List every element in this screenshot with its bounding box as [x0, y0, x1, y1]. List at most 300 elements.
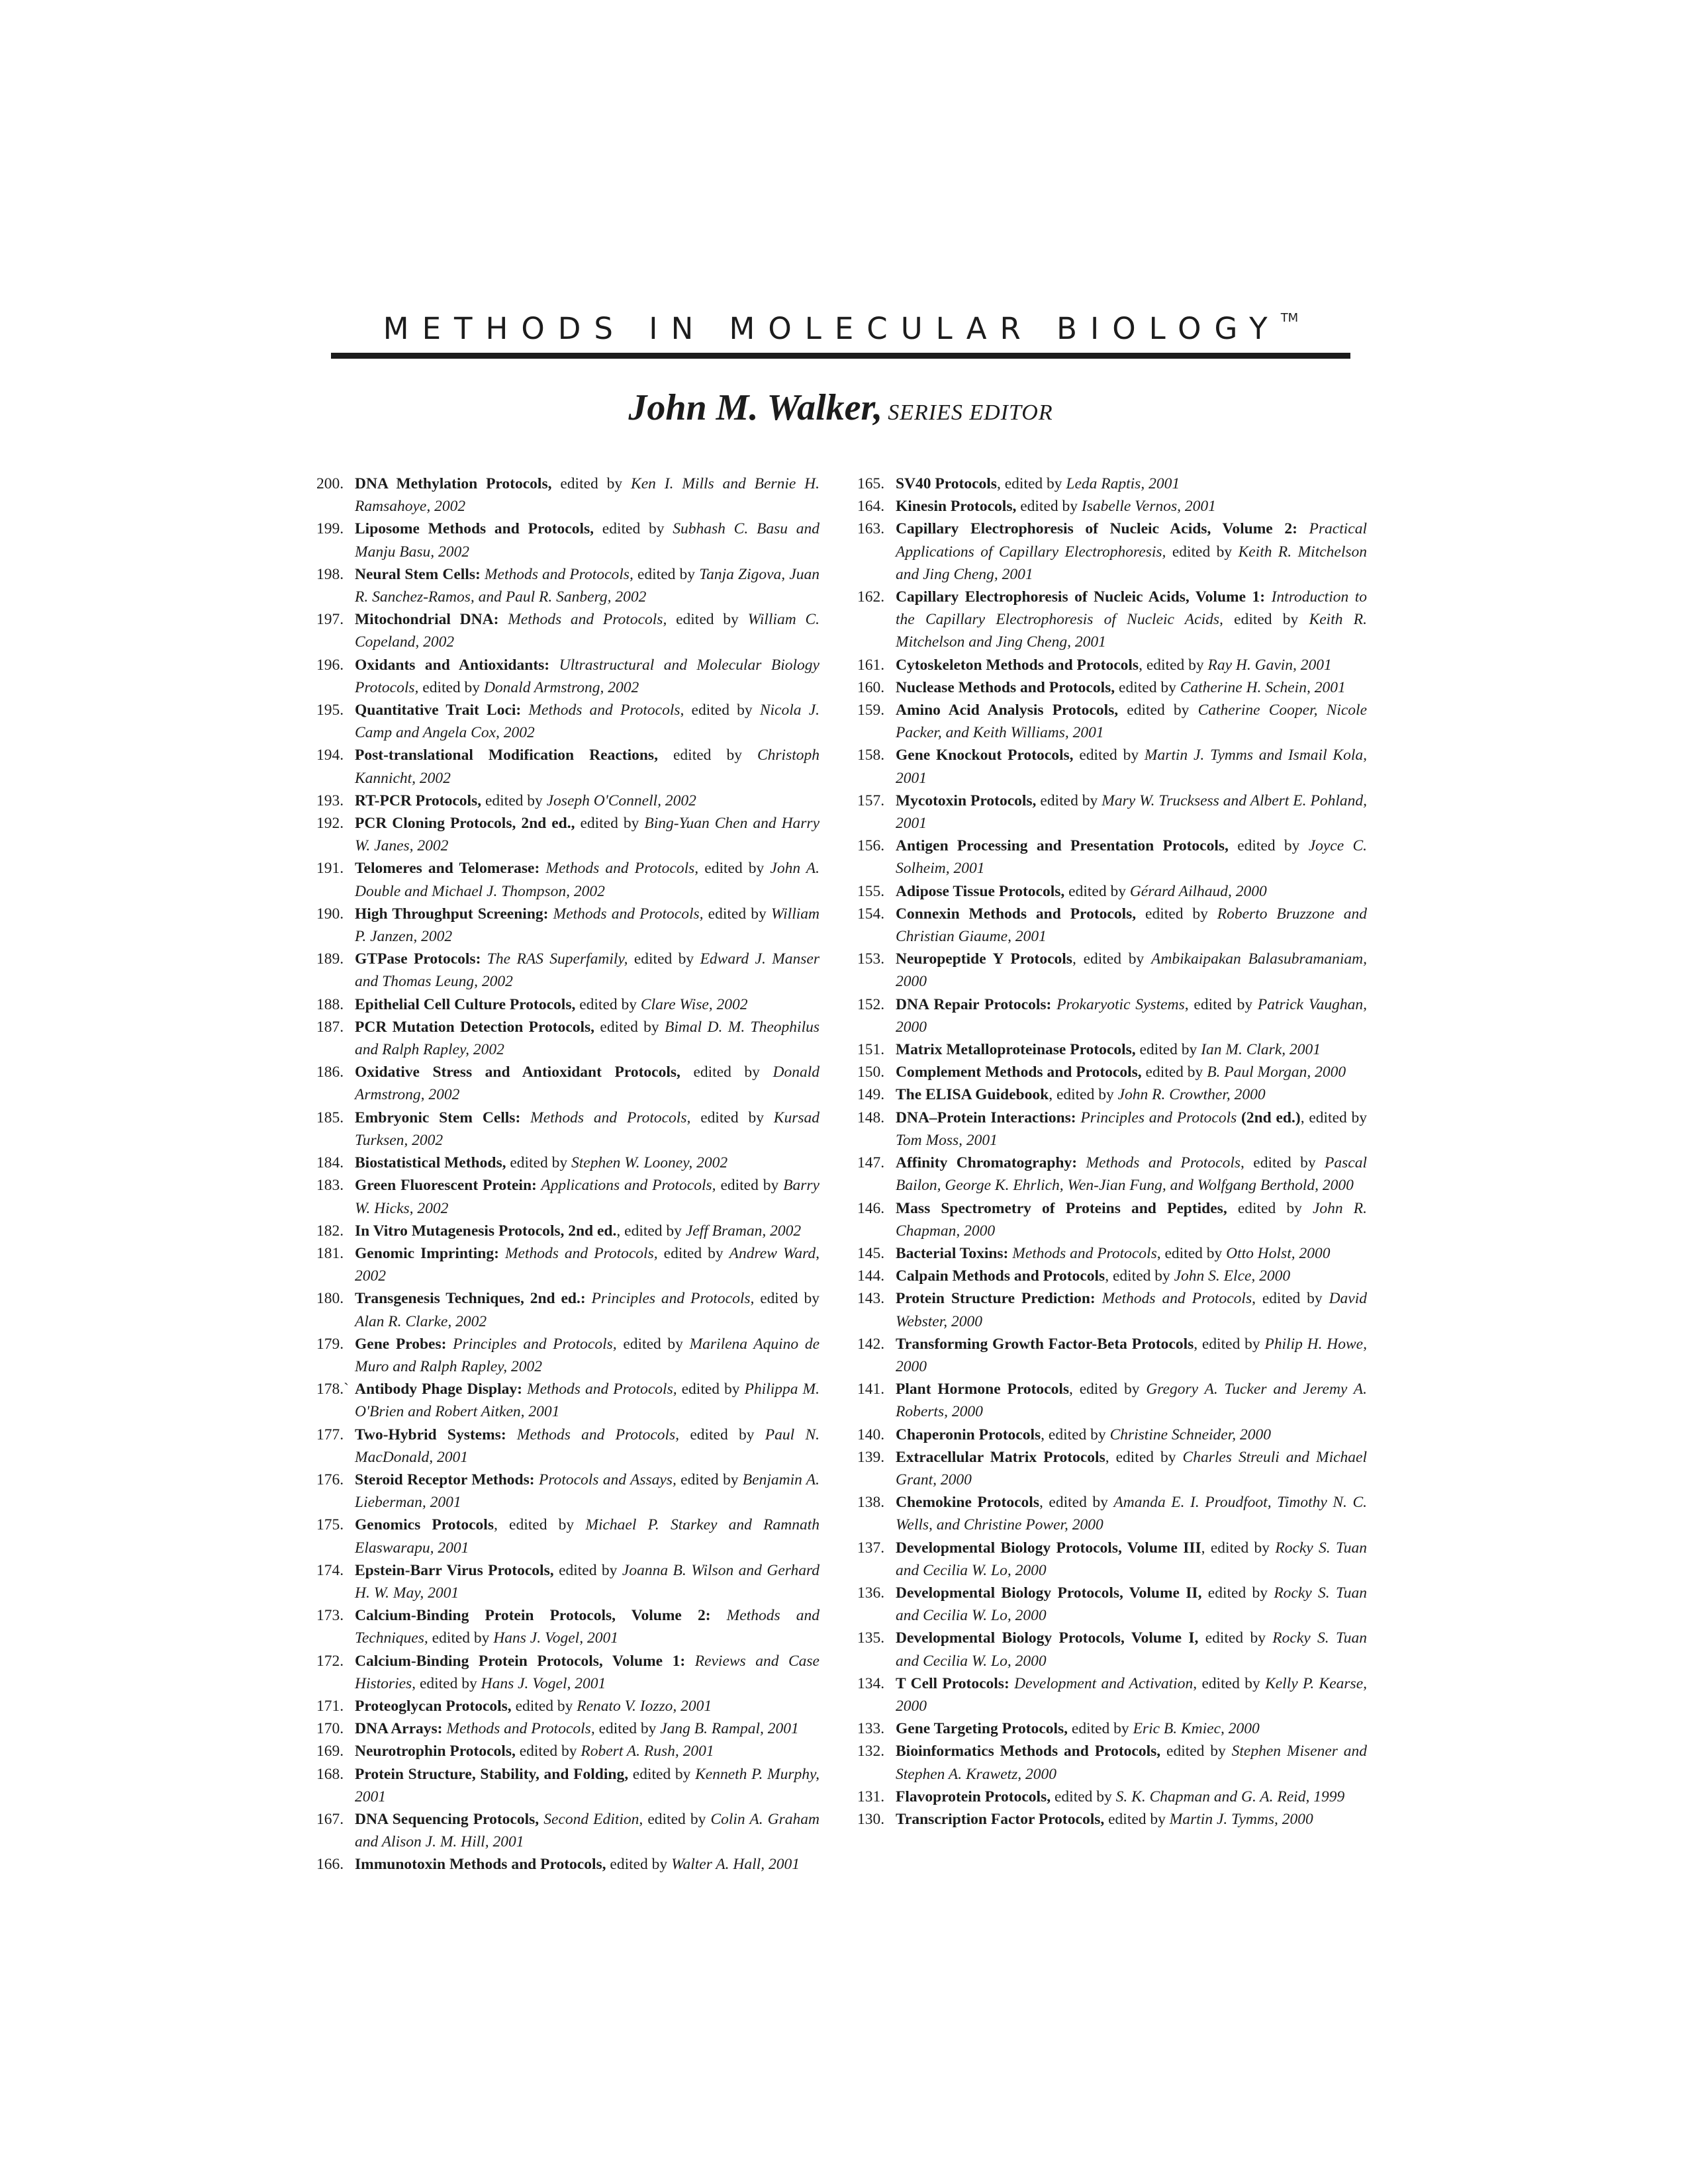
edited-by-text: edited by	[677, 1381, 745, 1398]
volume-title: Bioinformatics Methods and Protocols,	[896, 1743, 1161, 1760]
volume-editors: Rocky S. Tuan and Cecilia W. Lo, 2000	[896, 1584, 1368, 1625]
list-item	[857, 1287, 1367, 1332]
list-item	[316, 1220, 820, 1242]
edited-by-text: edited by	[416, 1674, 481, 1692]
volume-number: 139.	[857, 1448, 885, 1466]
volume-title: Calcium-Binding Protein Protocols, Volume 1:	[355, 1652, 686, 1670]
volume-editors: Benjamin A. Lieberman, 2001	[355, 1471, 820, 1512]
volume-editors: Jeff Braman, 2002	[685, 1222, 802, 1240]
list-item	[316, 1287, 820, 1332]
edited-by-text: edited by	[633, 565, 700, 583]
volume-title: Liposome Methods and Protocols,	[355, 520, 594, 538]
list-item	[857, 1038, 1367, 1061]
list-item	[316, 1717, 820, 1740]
volume-editors: Philippa M. O'Brien and Robert Aitken, 2001	[355, 1381, 820, 1421]
volume-editors: Otto Holst, 2000	[1226, 1244, 1331, 1262]
edited-by-text: edited by	[716, 1177, 784, 1195]
volume-title: PCR Mutation Detection Protocols,	[355, 1018, 595, 1036]
list-item	[316, 1559, 820, 1604]
volume-number: 177.	[316, 1426, 344, 1443]
volume-editors: Christine Schneider, 2000	[1109, 1426, 1272, 1443]
volume-number: 199.	[316, 520, 344, 538]
volume-editors: Ian M. Clark, 2001	[1201, 1041, 1321, 1059]
volume-editors: Christoph Kannicht, 2002	[355, 747, 820, 787]
volume-subtitle: Methods and Protocols,	[520, 1109, 691, 1126]
volume-number: 173.	[316, 1607, 344, 1625]
volume-number: 145.	[857, 1244, 885, 1262]
volume-number: 151.	[857, 1041, 885, 1059]
edited-by-text: edited by	[1198, 1629, 1273, 1647]
volume-title: DNA Sequencing Protocols,	[355, 1810, 539, 1828]
list-item	[857, 473, 1367, 495]
volume-subtitle: Second Edition,	[539, 1810, 643, 1828]
edited-by-text: edited by	[1160, 1743, 1232, 1760]
volume-editors: B. Paul Morgan, 2000	[1207, 1064, 1346, 1081]
list-item	[857, 1378, 1367, 1423]
volume-number: 150.	[857, 1064, 885, 1081]
volume-subtitle: Methods and Protocols	[1008, 1244, 1157, 1262]
volume-number: 152.	[857, 995, 885, 1013]
edited-by-text: , edited by	[616, 1222, 686, 1240]
volume-number: 185.	[316, 1109, 344, 1126]
volume-number: 162.	[857, 588, 885, 606]
volume-editors: William P. Janzen, 2002	[355, 905, 820, 946]
volume-title: PCR Cloning Protocols, 2nd ed.,	[355, 815, 575, 833]
volume-editors: Michael P. Starkey and Ramnath Elaswarapu, 2001	[355, 1516, 820, 1557]
volume-editors: Eric B. Kmiec, 2000	[1133, 1720, 1260, 1738]
edited-by-text: edited by	[418, 678, 484, 696]
edited-by-text: , edited by	[680, 702, 760, 719]
volume-number: 167.	[316, 1810, 344, 1828]
list-item	[857, 676, 1367, 699]
edited-by-text: edited by	[676, 1471, 743, 1488]
edited-by-text: edited by	[643, 1810, 711, 1828]
edited-by-text: edited by	[667, 611, 748, 629]
volume-number: 165.	[857, 475, 885, 492]
list-item	[316, 1853, 820, 1876]
volume-editors: Tom Moss, 2001	[896, 1131, 998, 1149]
edited-by-text: , edited by	[1300, 1109, 1368, 1126]
edited-by-text: edited by	[515, 1743, 581, 1760]
volume-number: 146.	[857, 1199, 885, 1217]
volume-editors: Joseph O'Connell, 2002	[546, 792, 696, 809]
edited-by-text: edited by	[551, 475, 632, 492]
volume-title: Protein Structure, Stability, and Folding,	[355, 1765, 629, 1783]
volume-subtitle: Practical Applications of Capillary Electrophoresis,	[896, 520, 1368, 561]
edited-by-text: edited by	[594, 1018, 665, 1036]
volume-editors: Hans J. Vogel, 2001	[493, 1629, 618, 1647]
volume-title: Nuclease Methods and Protocols,	[896, 678, 1115, 696]
list-item	[857, 586, 1367, 654]
volume-number: 188.	[316, 995, 344, 1013]
list-item	[316, 993, 820, 1016]
volume-title: Flavoprotein Protocols,	[896, 1788, 1051, 1805]
volume-title: Oxidative Stress and Antioxidant Protocols,	[355, 1064, 680, 1081]
edited-by-text: edited by	[1141, 1064, 1207, 1081]
edited-by-text: , edited by	[1241, 1154, 1325, 1172]
volume-number: 176.	[316, 1471, 344, 1488]
volume-subtitle: Ultrastructural and Molecular Biology Protocols,	[355, 656, 820, 696]
list-item	[857, 744, 1367, 789]
volume-title: Proteoglycan Protocols,	[355, 1697, 512, 1715]
volume-number: 182.	[316, 1222, 344, 1240]
volume-editors: Ray H. Gavin, 2001	[1207, 656, 1332, 674]
volume-editors: S. K. Chapman and G. A. Reid, 1999	[1115, 1788, 1345, 1805]
volume-subtitle: Development and Activation	[1009, 1674, 1194, 1692]
left-column	[316, 473, 820, 1876]
volume-editors: Martin J. Tymms, 2000	[1169, 1810, 1313, 1828]
volume-subtitle: Principles and Protocols,	[585, 1290, 755, 1308]
volume-editors: Ambikaipakan Balasubramaniam, 2000	[896, 950, 1368, 991]
volume-title: Immunotoxin Methods and Protocols,	[355, 1856, 606, 1874]
volume-number: 181.	[316, 1244, 344, 1262]
edited-by-text: edited by	[1073, 747, 1145, 764]
volume-title: The ELISA Guidebook	[896, 1086, 1049, 1104]
list-item	[857, 1537, 1367, 1582]
volume-editors: Jang B. Rampal, 2001	[660, 1720, 799, 1738]
volume-editors: Kursad Turksen, 2002	[355, 1109, 820, 1149]
volume-number: 186.	[316, 1064, 344, 1081]
volume-title: Capillary Electrophoresis of Nucleic Acids, Volume 1:	[896, 588, 1266, 606]
edited-by-text: edited by	[680, 1064, 773, 1081]
volume-title: Post-translational Modification Reactions,	[355, 747, 658, 764]
edited-by-text: edited by	[1223, 611, 1309, 629]
volume-number: 137.	[857, 1539, 885, 1557]
volume-number: 132.	[857, 1743, 885, 1760]
list-item	[316, 1107, 820, 1152]
volume-editors: Subhash C. Basu and Manju Basu, 2002	[355, 520, 820, 561]
series-title-text: METHODS IN MOLECULAR BIOLOGY	[383, 311, 1281, 346]
volume-number: 148.	[857, 1109, 885, 1126]
list-item	[857, 1265, 1367, 1287]
list-item	[316, 1695, 820, 1717]
volume-title: Complement Methods and Protocols,	[896, 1064, 1142, 1081]
list-item	[857, 1424, 1367, 1446]
volume-number: 198.	[316, 565, 344, 583]
volume-editors: Mary W. Trucksess and Albert E. Pohland, 2001	[896, 792, 1368, 833]
list-item	[316, 857, 820, 902]
volume-editors: Rocky S. Tuan and Cecilia W. Lo, 2000	[896, 1539, 1367, 1579]
volume-editors: Renato V. Iozzo, 2001	[577, 1697, 712, 1715]
edited-by-text: edited by	[657, 1244, 729, 1262]
volume-editors: Joyce C. Solheim, 2001	[896, 837, 1367, 878]
volume-number: 192.	[316, 815, 344, 833]
list-item	[857, 1582, 1367, 1627]
edited-by-text: , edited by	[1201, 1539, 1276, 1557]
edited-by-text: edited by	[1051, 1788, 1116, 1805]
volume-editors: Patrick Vaughan, 2000	[896, 995, 1367, 1036]
volume-number: 184.	[316, 1154, 344, 1172]
volume-editors: William C. Copeland, 2002	[355, 611, 820, 651]
edited-by-text: edited by	[553, 1561, 622, 1579]
list-item	[857, 1740, 1367, 1785]
volume-editors: Gérard Ailhaud, 2000	[1129, 882, 1267, 900]
volume-number: 175.	[316, 1516, 344, 1534]
list-item	[316, 1016, 820, 1061]
list-item	[316, 1378, 820, 1423]
edited-by-text: edited by	[1136, 905, 1217, 923]
edited-by-text: edited by	[1228, 837, 1309, 855]
volume-number: 147.	[857, 1154, 885, 1172]
volume-title: Calpain Methods and Protocols	[896, 1267, 1105, 1285]
volume-number: 158.	[857, 747, 885, 764]
list-item	[857, 1808, 1367, 1831]
list-item	[857, 1242, 1367, 1265]
volume-number: 140.	[857, 1426, 885, 1443]
volume-title: High Throughput Screening:	[355, 905, 549, 923]
edited-by-text: edited by	[1064, 882, 1130, 900]
list-item	[316, 903, 820, 948]
volume-title: Mass Spectrometry of Proteins and Peptides,	[896, 1199, 1227, 1217]
volume-title: Cytoskeleton Methods and Protocols	[896, 656, 1139, 674]
list-item	[316, 744, 820, 789]
volume-number: 174.	[316, 1561, 344, 1579]
volume-title: Matrix Metalloproteinase Protocols,	[896, 1041, 1136, 1059]
volume-editors: David Webster, 2000	[896, 1290, 1367, 1330]
volume-number: 130.	[857, 1810, 885, 1828]
list-item	[316, 1152, 820, 1174]
edited-by-text: edited by	[657, 747, 757, 764]
volume-editors: Leda Raptis, 2001	[1066, 475, 1180, 492]
volume-editors: Gregory A. Tucker and Jeremy A. Roberts, 2000	[896, 1381, 1367, 1421]
list-item	[316, 1333, 820, 1378]
list-item	[857, 993, 1367, 1038]
list-item	[316, 1469, 820, 1514]
volume-number: 159.	[857, 702, 885, 719]
list-item	[857, 1197, 1367, 1242]
volume-title: Bacterial Toxins:	[896, 1244, 1009, 1262]
volume-number: 172.	[316, 1652, 344, 1670]
volume-title: Connexin Methods and Protocols,	[896, 905, 1137, 923]
volume-number: 149.	[857, 1086, 885, 1104]
edited-by-text: edited by	[606, 1856, 672, 1874]
edited-by-text: , edited by	[1072, 950, 1151, 968]
volume-editors: Martin J. Tymms and Ismail Kola, 2001	[896, 747, 1368, 787]
volume-title: Chaperonin Protocols	[896, 1426, 1041, 1443]
volume-editors: Pascal Bailon, George K. Ehrlich, Wen-Jian Fung, and Wolfgang Berthold, 2000	[896, 1154, 1367, 1195]
volume-title: SV40 Protocols	[896, 475, 997, 492]
volume-title: Extracellular Matrix Protocols	[896, 1448, 1105, 1466]
volume-title: Epstein-Barr Virus Protocols,	[355, 1561, 554, 1579]
volume-number: 194.	[316, 747, 344, 764]
volume-title: Neuropeptide Y Protocols	[896, 950, 1072, 968]
volume-subtitle: Methods and Protocols,	[480, 565, 633, 583]
list-item	[857, 1152, 1367, 1197]
volume-subtitle: Methods and Protocols,	[498, 611, 667, 629]
volume-title: Green Fluorescent Protein:	[355, 1177, 537, 1195]
series-title	[331, 311, 1350, 346]
volume-subtitle: Principles and Protocols,	[446, 1335, 617, 1353]
edited-by-text: , edited by	[1184, 995, 1258, 1013]
volume-number: 138.	[857, 1494, 885, 1512]
volume-title: Embryonic Stem Cells:	[355, 1109, 521, 1126]
list-item	[316, 563, 820, 608]
list-item	[857, 1333, 1367, 1378]
volume-title: Genomic Imprinting:	[355, 1244, 499, 1262]
volume-subtitle: Methods and Protocols,	[539, 860, 699, 878]
list-item	[857, 1446, 1367, 1491]
volume-number: 171.	[316, 1697, 344, 1715]
volume-editors: Bimal D. M. Theophilus and Ralph Rapley, 2002	[355, 1018, 820, 1059]
volume-number: 187.	[316, 1018, 344, 1036]
volume-title: Gene Knockout Protocols,	[896, 747, 1074, 764]
volume-editors: Catherine Cooper, Nicole Packer, and Keith Williams, 2001	[896, 702, 1368, 742]
volume-number: 196.	[316, 656, 344, 674]
volume-title: DNA–Protein Interactions:	[896, 1109, 1076, 1126]
volume-number: 133.	[857, 1720, 885, 1738]
list-item	[316, 1604, 820, 1649]
volume-editors: Tanja Zigova, Juan R. Sanchez-Ramos, and Paul R. Sanberg, 2002	[355, 565, 820, 606]
volume-editors: Joanna B. Wilson and Gerhard H. W. May, 2001	[355, 1561, 820, 1602]
volume-editors: Amanda E. I. Proudfoot, Timothy N. C. Wells, and Christine Power, 2000	[896, 1494, 1368, 1534]
volume-title: Calcium-Binding Protein Protocols, Volume 2:	[355, 1607, 711, 1625]
volume-title: Antigen Processing and Presentation Protocols,	[896, 837, 1229, 855]
edited-by-text: edited by	[698, 860, 771, 878]
volume-editors: Nicola J. Camp and Angela Cox, 2002	[355, 702, 820, 742]
volume-title: Neural Stem Cells:	[355, 565, 481, 583]
edited-by-text: edited by	[428, 1629, 494, 1647]
edited-by-text: , edited by	[1105, 1448, 1183, 1466]
edited-by-text: , edited by	[1139, 656, 1208, 674]
list-item	[316, 790, 820, 812]
list-item	[857, 790, 1367, 835]
volume-title: Transforming Growth Factor-Beta Protocols	[896, 1335, 1194, 1353]
volume-editors: Barry W. Hicks, 2002	[355, 1177, 820, 1217]
volume-title: RT-PCR Protocols,	[355, 792, 482, 809]
volume-title: Chemokine Protocols	[896, 1494, 1039, 1512]
list-item	[316, 518, 820, 563]
volume-editors: John S. Elce, 2000	[1174, 1267, 1291, 1285]
edited-by-text: edited by	[1227, 1199, 1313, 1217]
volume-editors: Clare Wise, 2002	[640, 995, 748, 1013]
volume-editors: Edward J. Manser and Thomas Leung, 2002	[355, 950, 820, 991]
volume-editors: Colin A. Graham and Alison J. M. Hill, 2001	[355, 1810, 820, 1851]
editor-name: John M. Walker,	[628, 387, 883, 428]
editor-role: SERIES EDITOR	[888, 400, 1053, 425]
list-item	[316, 948, 820, 993]
list-item	[316, 1061, 820, 1106]
volume-number: 156.	[857, 837, 885, 855]
volume-number: 166.	[316, 1856, 344, 1874]
edited-by-text: , edited by	[1105, 1267, 1174, 1285]
volume-editors: Isabelle Vernos, 2001	[1081, 498, 1216, 516]
volume-number: 168.	[316, 1765, 344, 1783]
volume-number: 153.	[857, 950, 885, 968]
volume-number: 155.	[857, 882, 885, 900]
volume-title: Epithelial Cell Culture Protocols,	[355, 995, 576, 1013]
list-item	[857, 1107, 1367, 1152]
edited-by-text: edited by	[594, 1720, 661, 1738]
edited-by-text: , edited by	[1194, 1335, 1265, 1353]
list-item	[857, 880, 1367, 903]
series-header	[331, 311, 1350, 429]
volume-title: Adipose Tissue Protocols,	[896, 882, 1065, 900]
volume-number: 191.	[316, 860, 344, 878]
volume-editors: John R. Chapman, 2000	[896, 1199, 1367, 1240]
volume-subtitle: Principles and Protocols	[1076, 1109, 1237, 1126]
list-item	[857, 903, 1367, 948]
edited-by-text: edited by	[754, 1290, 820, 1308]
edited-by-text: edited by	[1104, 1810, 1170, 1828]
header-rule	[331, 353, 1350, 359]
volume-number: 134.	[857, 1674, 885, 1692]
volume-editors: Keith R. Mitchelson and Jing Cheng, 2001	[896, 543, 1368, 583]
volume-editors: Stephen Misener and Stephen A. Krawetz, 2000	[896, 1743, 1367, 1783]
volume-editors: Robert A. Rush, 2001	[581, 1743, 714, 1760]
volume-number: 195.	[316, 702, 344, 719]
edited-by-text: , edited by	[1252, 1290, 1329, 1308]
volume-title: Developmental Biology Protocols, Volume I,	[896, 1629, 1199, 1647]
volume-edition: (2nd ed.)	[1237, 1109, 1301, 1126]
volume-editors: John A. Double and Michael J. Thompson, 2002	[355, 860, 820, 900]
volume-subtitle: The RAS Superfamily,	[481, 950, 628, 968]
edited-by-text: edited by	[628, 1765, 696, 1783]
volume-editors: Alan R. Clarke, 2002	[355, 1312, 487, 1330]
volume-number: 200.	[316, 475, 344, 492]
volume-title: In Vitro Mutagenesis Protocols, 2nd ed.	[355, 1222, 617, 1240]
volume-number: 183.	[316, 1177, 344, 1195]
volume-title: Transcription Factor Protocols,	[896, 1810, 1105, 1828]
list-item	[857, 835, 1367, 880]
volume-title: Capillary Electrophoresis of Nucleic Acids, Volume 2:	[896, 520, 1297, 538]
volume-title: DNA Methylation Protocols,	[355, 475, 552, 492]
volume-subtitle: Applications and Protocols,	[536, 1177, 716, 1195]
volume-number: 157.	[857, 792, 885, 809]
volume-number: 178.`	[316, 1381, 349, 1398]
volume-number: 169.	[316, 1743, 344, 1760]
volume-number: 143.	[857, 1290, 885, 1308]
volume-editors: Keith R. Mitchelson and Jing Cheng, 2001	[896, 611, 1367, 651]
list-item	[316, 1808, 820, 1853]
volume-number: 142.	[857, 1335, 885, 1353]
volume-editors: Andrew Ward, 2002	[355, 1244, 820, 1285]
edited-by-text: , edited by	[1039, 1494, 1114, 1512]
volume-number: 189.	[316, 950, 344, 968]
volume-title: Oxidants and Antioxidants:	[355, 656, 550, 674]
volume-editors: Bing-Yuan Chen and Harry W. Janes, 2002	[355, 815, 820, 855]
volume-subtitle: Protocols and Assays,	[534, 1471, 677, 1488]
edited-by-text: edited by	[594, 520, 673, 538]
edited-by-text: edited by	[1068, 1720, 1133, 1738]
volume-number: 144.	[857, 1267, 885, 1285]
volume-title: Steroid Receptor Methods:	[355, 1471, 535, 1488]
volume-number: 136.	[857, 1584, 885, 1602]
volume-editors: Kelly P. Kearse, 2000	[896, 1674, 1368, 1715]
volume-title: Neurotrophin Protocols,	[355, 1743, 516, 1760]
volume-title: Quantitative Trait Loci:	[355, 702, 522, 719]
volume-title: Mitochondrial DNA:	[355, 611, 499, 629]
edited-by-text: edited by	[1016, 498, 1082, 516]
volume-number: 161.	[857, 656, 885, 674]
edited-by-text: edited by	[628, 950, 700, 968]
volume-editors: Hans J. Vogel, 2001	[481, 1674, 606, 1692]
trademark-mark: TM	[1280, 311, 1299, 325]
volume-subtitle: Methods and Protocols,	[506, 1426, 680, 1443]
volume-number: 190.	[316, 905, 344, 923]
volume-editors: Kenneth P. Murphy, 2001	[355, 1765, 820, 1805]
list-item	[857, 1717, 1367, 1740]
list-item	[857, 1061, 1367, 1083]
volume-editors: Roberto Bruzzone and Christian Giaume, 2001	[896, 905, 1368, 946]
volume-title: Protein Structure Prediction:	[896, 1290, 1096, 1308]
edited-by-text: , edited by	[1156, 1244, 1227, 1262]
volume-number: 179.	[316, 1335, 344, 1353]
edited-by-text: edited by	[575, 815, 645, 833]
volume-editors: Catherine H. Schein, 2001	[1180, 678, 1346, 696]
list-item	[316, 1424, 820, 1469]
edited-by-text: , edited by	[1049, 1086, 1118, 1104]
volume-editors: Charles Streuli and Michael Grant, 2000	[896, 1448, 1367, 1488]
